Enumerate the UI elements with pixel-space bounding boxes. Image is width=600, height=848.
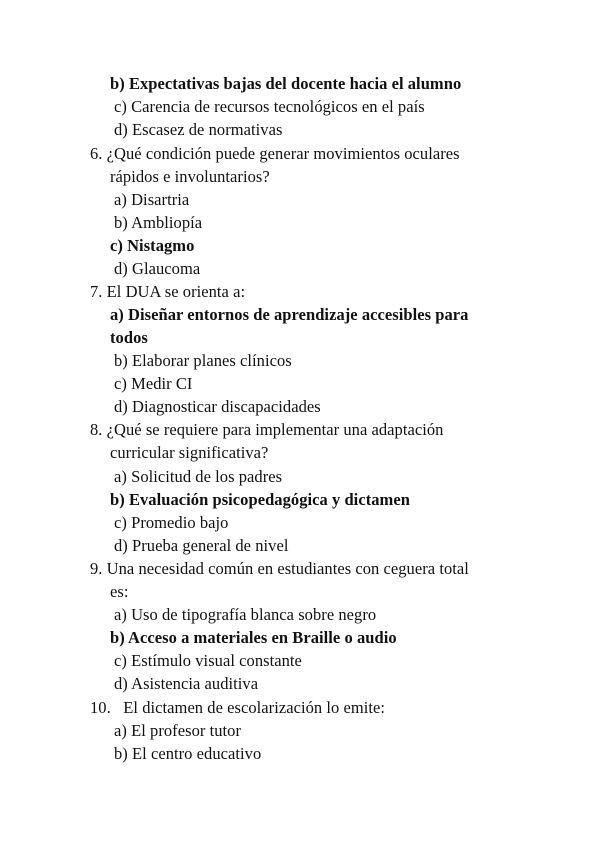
question-5-option-c: c) Carencia de recursos tecnológicos en el país bbox=[114, 97, 425, 116]
question-5-option-b-correct: b) Expectativas bajas del docente hacia el alumno bbox=[110, 74, 462, 93]
question-8-option-b-correct: b) Evaluación psicopedagógica y dictamen bbox=[110, 490, 410, 509]
question-9-option-c: c) Estímulo visual constante bbox=[114, 651, 302, 670]
question-7-option-b: b) Elaborar planes clínicos bbox=[114, 351, 292, 370]
question-10-option-a: a) El profesor tutor bbox=[114, 721, 241, 740]
question-7-option-d: d) Diagnosticar discapacidades bbox=[114, 397, 321, 416]
question-6-text: 6. ¿Qué condición puede generar movimientos oculares bbox=[90, 144, 460, 163]
question-9-option-a: a) Uso de tipografía blanca sobre negro bbox=[114, 605, 377, 624]
question-6-text-cont: rápidos e involuntarios? bbox=[110, 167, 270, 186]
question-8-text-cont: curricular significativa? bbox=[110, 443, 269, 462]
question-8-option-a: a) Solicitud de los padres bbox=[114, 467, 283, 486]
question-7-option-a-correct: a) Diseñar entornos de aprendizaje accesibles para bbox=[110, 305, 469, 324]
question-7-option-a-correct-cont: todos bbox=[110, 328, 148, 347]
question-6-option-d: d) Glaucoma bbox=[114, 259, 201, 278]
question-7-option-c: c) Medir CI bbox=[114, 374, 193, 393]
question-8-option-c: c) Promedio bajo bbox=[114, 513, 229, 532]
question-10-option-b: b) El centro educativo bbox=[114, 744, 262, 763]
question-9-text-cont: es: bbox=[110, 582, 129, 601]
question-9-option-b-correct: b) Acceso a materiales en Braille o audio bbox=[110, 628, 397, 647]
question-6-option-b: b) Ambliopía bbox=[114, 213, 203, 232]
question-6-option-a: a) Disartria bbox=[114, 190, 190, 209]
question-8-option-d: d) Prueba general de nivel bbox=[114, 536, 289, 555]
question-8-text: 8. ¿Qué se requiere para implementar una adaptación bbox=[90, 420, 444, 439]
question-7-text: 7. El DUA se orienta a: bbox=[90, 282, 246, 301]
question-10-text: 10. El dictamen de escolarización lo emite: bbox=[90, 698, 386, 717]
question-9-text: 9. Una necesidad común en estudiantes con ceguera total bbox=[90, 559, 469, 578]
question-6-option-c-correct: c) Nistagmo bbox=[110, 236, 195, 255]
question-9-option-d: d) Asistencia auditiva bbox=[114, 674, 259, 693]
question-5-option-d: d) Escasez de normativas bbox=[114, 120, 283, 139]
